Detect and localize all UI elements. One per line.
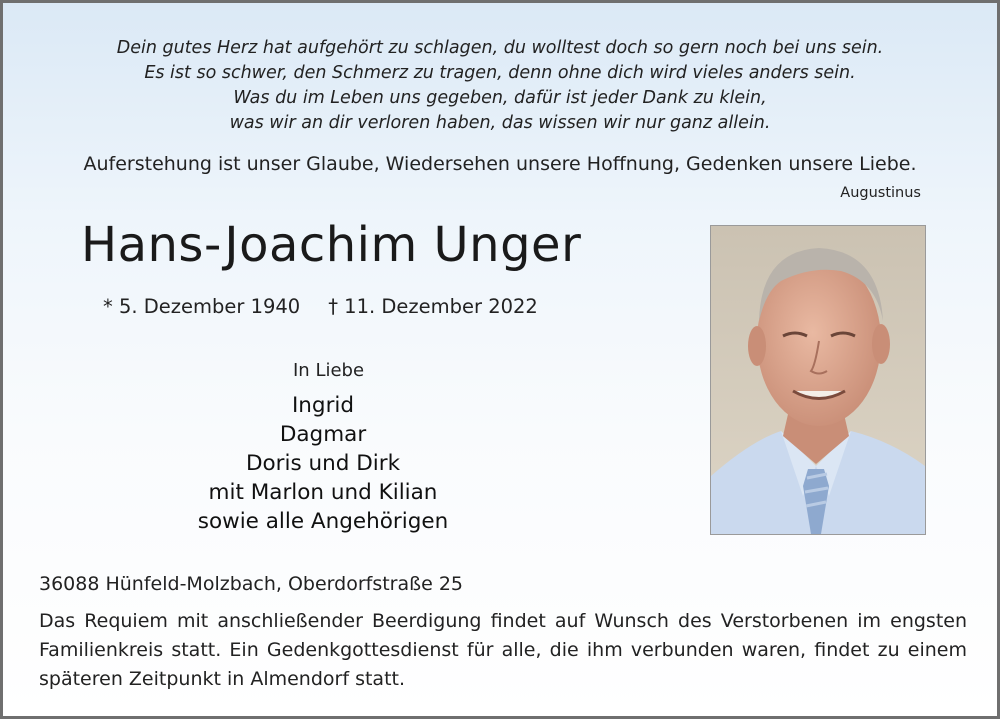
death-date: † 11. Dezember 2022 (328, 295, 538, 318)
life-dates (103, 295, 538, 318)
quote-author: Augustinus (840, 185, 921, 201)
portrait-photo (710, 225, 926, 535)
motto-quote: Auferstehung ist unser Glaube, Wiedersehen unsere Hoffnung, Gedenken unsere Liebe. (83, 153, 917, 175)
mourners-list (173, 391, 473, 536)
address: 36088 Hünfeld-Molzbach, Oberdorfstraße 25 (39, 573, 464, 595)
mourner-name: sowie alle Angehörigen (197, 509, 449, 534)
birth-date: * 5. Dezember 1940 (103, 295, 301, 318)
mourner-name: Dagmar (279, 422, 367, 447)
mourner-name: Ingrid (291, 393, 355, 418)
mourner-name: Doris und Dirk (245, 451, 401, 476)
portrait-illustration (711, 226, 925, 534)
poem-line: Was du im Leben uns gegeben, dafür ist jeder Dank zu klein, (233, 88, 767, 108)
poem-line: Es ist so schwer, den Schmerz zu tragen, denn ohne dich wird vieles anders sein. (144, 63, 856, 83)
mourner-name: mit Marlon und Kilian (208, 480, 438, 505)
mourners-intro: In Liebe (293, 360, 365, 381)
poem-line: Dein gutes Herz hat aufgehört zu schlagen, du wolltest doch so gern noch bei uns sein. (116, 38, 884, 58)
poem (3, 36, 997, 136)
deceased-name: Hans-Joachim Unger (81, 217, 582, 273)
poem-line: was wir an dir verloren haben, das wissen wir nur ganz allein. (229, 113, 771, 133)
funeral-notice: Das Requiem mit anschließender Beerdigung findet auf Wunsch des Verstorbenen im engsten Familienkreis statt. Ein Gedenkgottesdienst für alle, die ihm verbunden waren, findet zu einem späteren Zeitpunkt in Almendorf statt. (39, 610, 967, 690)
